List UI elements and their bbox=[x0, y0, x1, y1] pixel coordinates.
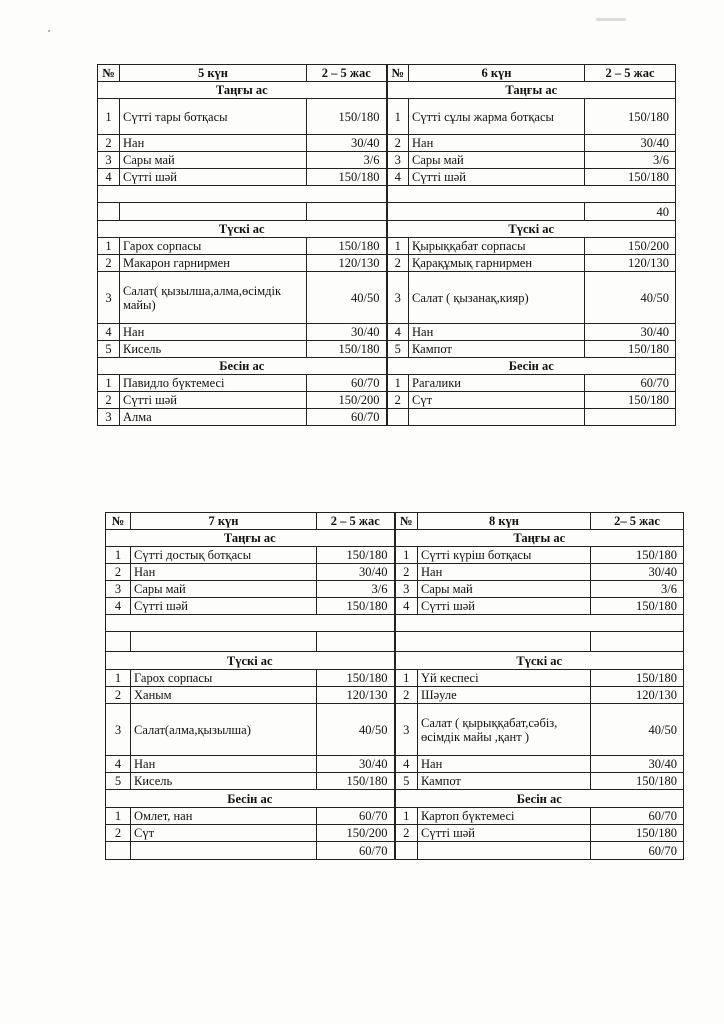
dish-name: Сүтті сұлы жарма ботқасы bbox=[409, 99, 585, 135]
portion: 150/180 bbox=[307, 99, 387, 135]
table-row bbox=[98, 341, 676, 358]
day-5-title: 5 күн bbox=[120, 65, 307, 82]
portion: 120/130 bbox=[317, 687, 395, 704]
portion: 30/40 bbox=[317, 564, 395, 581]
portion: 150/180 bbox=[317, 547, 395, 564]
dish-name: Сүтті шәй bbox=[418, 825, 591, 842]
portion: 150/180 bbox=[591, 773, 684, 790]
lunch-heading: Түскі ас bbox=[395, 652, 684, 670]
portion: 40/50 bbox=[317, 704, 395, 756]
dish-name: Нан bbox=[409, 135, 585, 152]
day-7-title: 7 күн bbox=[131, 513, 317, 530]
table-row bbox=[106, 581, 684, 598]
section-row bbox=[106, 652, 684, 670]
dish-name: Сары май bbox=[418, 581, 591, 598]
item-number: 3 bbox=[98, 272, 120, 324]
item-number: 3 bbox=[387, 152, 409, 169]
col-no: № bbox=[106, 513, 131, 530]
item-number: 4 bbox=[395, 598, 418, 615]
item-number: 2 bbox=[98, 255, 120, 272]
portion: 30/40 bbox=[585, 324, 676, 341]
breakfast-heading: Таңғы ас bbox=[387, 82, 676, 99]
dish-name: Сары май bbox=[409, 152, 585, 169]
table-row bbox=[106, 564, 684, 581]
snack-heading: Бесін ас bbox=[98, 358, 387, 375]
table-row bbox=[106, 756, 684, 773]
dish-name: Нан bbox=[120, 324, 307, 341]
scan-speck bbox=[596, 18, 626, 21]
table-row bbox=[98, 255, 676, 272]
dish-name: Сүт bbox=[409, 392, 585, 409]
item-number: 1 bbox=[106, 670, 131, 687]
portion: 150/180 bbox=[585, 392, 676, 409]
table-row bbox=[98, 409, 676, 426]
item-number: 4 bbox=[106, 598, 131, 615]
snack-heading: Бесін ас bbox=[387, 358, 676, 375]
portion: 150/180 bbox=[317, 670, 395, 687]
item-number: 5 bbox=[98, 341, 120, 358]
item-number: 3 bbox=[98, 152, 120, 169]
extra-portion: 60/70 bbox=[591, 842, 684, 860]
dish-name: Гарох сорпасы bbox=[120, 238, 307, 255]
dish-name: Нан bbox=[418, 756, 591, 773]
portion: 60/70 bbox=[307, 409, 387, 426]
item-number: 3 bbox=[98, 409, 120, 426]
table-row bbox=[98, 99, 676, 135]
empty-row bbox=[106, 632, 684, 652]
snack-heading: Бесін ас bbox=[106, 790, 395, 808]
portion: 150/180 bbox=[585, 99, 676, 135]
item-number: 5 bbox=[387, 341, 409, 358]
item-number: 2 bbox=[98, 135, 120, 152]
dish-name: Рагалики bbox=[409, 375, 585, 392]
portion: 30/40 bbox=[591, 756, 684, 773]
portion: 40/50 bbox=[591, 704, 684, 756]
item-number: 5 bbox=[106, 773, 131, 790]
item-number: 1 bbox=[387, 375, 409, 392]
dish-name: Нан bbox=[131, 564, 317, 581]
empty-row bbox=[98, 203, 676, 221]
section-row bbox=[106, 530, 684, 547]
item-number: 2 bbox=[395, 564, 418, 581]
header-row bbox=[106, 513, 684, 530]
lunch-heading: Түскі ас bbox=[387, 221, 676, 238]
item-number: 5 bbox=[395, 773, 418, 790]
dish-name: Сүтті достық ботқасы bbox=[131, 547, 317, 564]
portion: 30/40 bbox=[591, 564, 684, 581]
item-number: 1 bbox=[98, 238, 120, 255]
dish-name: Сүтті шәй bbox=[120, 169, 307, 186]
table-row bbox=[98, 238, 676, 255]
dish-name: Сүтті шәй bbox=[418, 598, 591, 615]
item-number: 1 bbox=[395, 670, 418, 687]
table-row bbox=[98, 272, 676, 324]
dish-name: Сүт bbox=[131, 825, 317, 842]
portion: 150/200 bbox=[307, 392, 387, 409]
dish-name: Қырыққабат сорпасы bbox=[409, 238, 585, 255]
item-number: 1 bbox=[395, 547, 418, 564]
table-row bbox=[106, 773, 684, 790]
dish-name: Салат( қызылша,алма,өсімдік майы) bbox=[120, 272, 307, 324]
portion: 150/200 bbox=[585, 238, 676, 255]
dish-name: Сүтті күріш ботқасы bbox=[418, 547, 591, 564]
table-row bbox=[98, 324, 676, 341]
dish-name: Салат ( қызанақ,кияр) bbox=[409, 272, 585, 324]
dish-name: Омлет, нан bbox=[131, 808, 317, 825]
dish-name: Картоп бүктемесі bbox=[418, 808, 591, 825]
portion: 30/40 bbox=[585, 135, 676, 152]
col-no: № bbox=[98, 65, 120, 82]
dish-name: Нан bbox=[120, 135, 307, 152]
item-number: 2 bbox=[98, 392, 120, 409]
portion: 150/180 bbox=[591, 670, 684, 687]
portion: 150/180 bbox=[585, 341, 676, 358]
table-row bbox=[106, 598, 684, 615]
col-no: № bbox=[387, 65, 409, 82]
item-number: 3 bbox=[387, 272, 409, 324]
portion: 120/130 bbox=[307, 255, 387, 272]
item-number: 1 bbox=[387, 99, 409, 135]
dish-name: Сүтті шәй bbox=[131, 598, 317, 615]
item-number: 1 bbox=[106, 547, 131, 564]
dish-name: Кисель bbox=[131, 773, 317, 790]
portion: 150/180 bbox=[591, 598, 684, 615]
breakfast-heading: Таңғы ас bbox=[106, 530, 395, 547]
dish-name: Салат ( қырыққабат,сәбіз, өсімдік майы ,қант ) bbox=[418, 704, 591, 756]
portion: 40/50 bbox=[585, 272, 676, 324]
item-number: 2 bbox=[395, 825, 418, 842]
dish-name: Алма bbox=[120, 409, 307, 426]
dish-name: Нан bbox=[131, 756, 317, 773]
item-number: 1 bbox=[106, 808, 131, 825]
dish-name: Нан bbox=[409, 324, 585, 341]
portion: 60/70 bbox=[585, 375, 676, 392]
day-6-title: 6 күн bbox=[409, 65, 585, 82]
item-number: 2 bbox=[106, 564, 131, 581]
portion: 150/180 bbox=[591, 547, 684, 564]
item-number: 1 bbox=[98, 375, 120, 392]
breakfast-heading: Таңғы ас bbox=[395, 530, 684, 547]
lunch-heading: Түскі ас bbox=[106, 652, 395, 670]
table-row bbox=[106, 547, 684, 564]
dish-name: Нан bbox=[418, 564, 591, 581]
item-number: 2 bbox=[106, 825, 131, 842]
item-number: 2 bbox=[395, 687, 418, 704]
portion: 3/6 bbox=[307, 152, 387, 169]
portion: 40/50 bbox=[307, 272, 387, 324]
portion: 120/130 bbox=[591, 687, 684, 704]
dish-name: Кампот bbox=[418, 773, 591, 790]
dish-name: Үй кеспесі bbox=[418, 670, 591, 687]
portion: 3/6 bbox=[317, 581, 395, 598]
breakfast-heading: Таңғы ас bbox=[98, 82, 387, 99]
item-number: 1 bbox=[395, 808, 418, 825]
table-row bbox=[98, 375, 676, 392]
item-number: 3 bbox=[395, 581, 418, 598]
lunch-heading: Түскі ас bbox=[98, 221, 387, 238]
item-number: 1 bbox=[387, 238, 409, 255]
portion: 150/180 bbox=[307, 238, 387, 255]
menu-table-days-7-8 bbox=[105, 512, 684, 860]
item-number: 1 bbox=[98, 99, 120, 135]
empty-row bbox=[106, 615, 684, 632]
dish-name: Қарақұмық гарнирмен bbox=[409, 255, 585, 272]
item-number: 2 bbox=[106, 687, 131, 704]
item-number: 4 bbox=[98, 169, 120, 186]
portion: 3/6 bbox=[585, 152, 676, 169]
dish-name: Салат(алма,қызылша) bbox=[131, 704, 317, 756]
item-number: 2 bbox=[387, 135, 409, 152]
table-row bbox=[98, 392, 676, 409]
section-row bbox=[106, 790, 684, 808]
portion: 150/180 bbox=[317, 598, 395, 615]
table-row bbox=[106, 670, 684, 687]
dish-name: Гарох сорпасы bbox=[131, 670, 317, 687]
portion: 30/40 bbox=[317, 756, 395, 773]
item-number: 3 bbox=[106, 704, 131, 756]
extra-portion: 60/70 bbox=[317, 842, 395, 860]
item-number: 4 bbox=[106, 756, 131, 773]
portion: 150/180 bbox=[307, 341, 387, 358]
table-row bbox=[106, 825, 684, 842]
portion: 60/70 bbox=[317, 808, 395, 825]
portion: 150/200 bbox=[317, 825, 395, 842]
item-number: 2 bbox=[387, 255, 409, 272]
dish-name: Сүтті тары ботқасы bbox=[120, 99, 307, 135]
item-number: 4 bbox=[98, 324, 120, 341]
portion: 120/130 bbox=[585, 255, 676, 272]
portion: 150/180 bbox=[585, 169, 676, 186]
section-row bbox=[98, 82, 676, 99]
dish-name: Сүтті шәй bbox=[120, 392, 307, 409]
table-row bbox=[106, 808, 684, 825]
item-number: 4 bbox=[387, 169, 409, 186]
portion: 30/40 bbox=[307, 324, 387, 341]
snack-heading: Бесін ас bbox=[395, 790, 684, 808]
scan-speck bbox=[48, 30, 50, 32]
dish-name: Сары май bbox=[131, 581, 317, 598]
dish-name: Павидло бүктемесі bbox=[120, 375, 307, 392]
item-number: 3 bbox=[395, 704, 418, 756]
table-row bbox=[106, 842, 684, 860]
day-8-title: 8 күн bbox=[418, 513, 591, 530]
portion: 150/180 bbox=[591, 825, 684, 842]
portion: 30/40 bbox=[307, 135, 387, 152]
dish-name: Макарон гарнирмен bbox=[120, 255, 307, 272]
portion: 60/70 bbox=[591, 808, 684, 825]
table-row bbox=[98, 169, 676, 186]
dish-name: Кисель bbox=[120, 341, 307, 358]
table-row bbox=[98, 152, 676, 169]
dish-name: Шәуле bbox=[418, 687, 591, 704]
portion: 150/180 bbox=[317, 773, 395, 790]
item-number: 3 bbox=[106, 581, 131, 598]
portion: 150/180 bbox=[307, 169, 387, 186]
menu-table-days-5-6 bbox=[97, 64, 676, 426]
item-number: 4 bbox=[395, 756, 418, 773]
dish-name: Сары май bbox=[120, 152, 307, 169]
age-col: 2– 5 жас bbox=[591, 513, 684, 530]
section-row bbox=[98, 221, 676, 238]
portion: 60/70 bbox=[307, 375, 387, 392]
header-row bbox=[98, 65, 676, 82]
table-row bbox=[106, 687, 684, 704]
item-number: 2 bbox=[387, 392, 409, 409]
age-col: 2 – 5 жас bbox=[585, 65, 676, 82]
age-col: 2 – 5 жас bbox=[307, 65, 387, 82]
extra-portion: 40 bbox=[585, 203, 676, 221]
section-row bbox=[98, 358, 676, 375]
portion: 3/6 bbox=[591, 581, 684, 598]
item-number: 4 bbox=[387, 324, 409, 341]
col-no: № bbox=[395, 513, 418, 530]
dish-name: Кампот bbox=[409, 341, 585, 358]
table-row bbox=[106, 704, 684, 756]
age-col: 2 – 5 жас bbox=[317, 513, 395, 530]
dish-name: Сүтті шәй bbox=[409, 169, 585, 186]
dish-name: Ханым bbox=[131, 687, 317, 704]
table-row bbox=[98, 135, 676, 152]
empty-row bbox=[98, 186, 676, 203]
